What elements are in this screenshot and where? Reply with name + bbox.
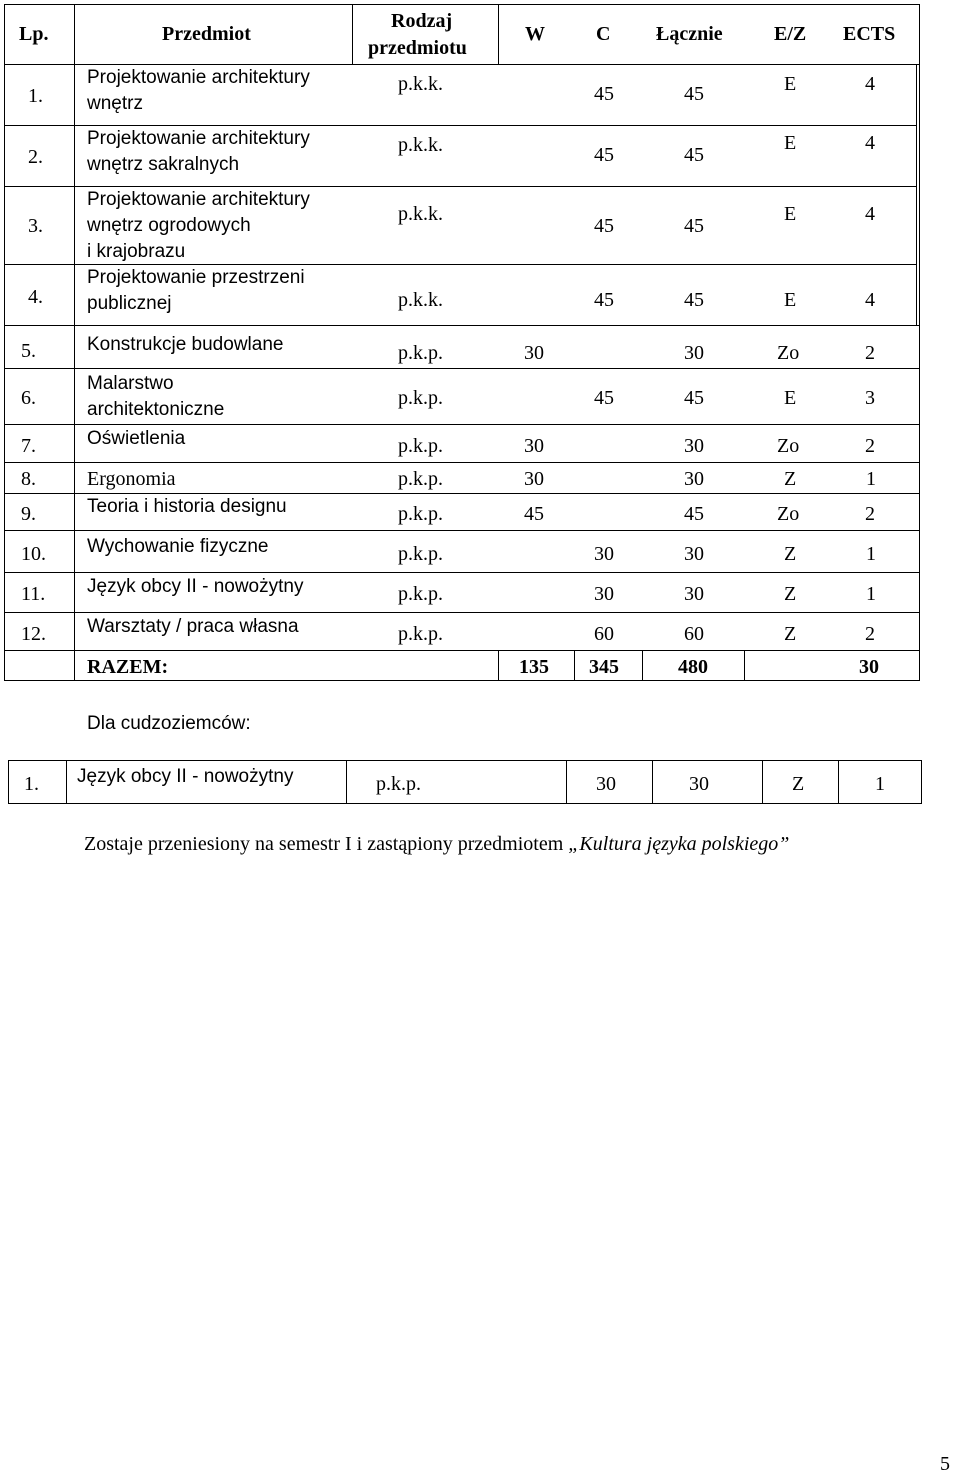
- total-ects: 30: [859, 656, 879, 678]
- foreign-lacznie: 30: [689, 773, 709, 795]
- row-lp: 2.: [28, 146, 43, 168]
- note-quoted-title: „Kultura języka polskiego”: [568, 833, 790, 855]
- row-rodzaj: p.k.k.: [398, 134, 443, 156]
- total-lacznie: 480: [678, 656, 708, 678]
- row-rodzaj: p.k.p.: [398, 623, 443, 645]
- row-ects: 4: [865, 132, 875, 154]
- row-ez: Z: [784, 583, 797, 605]
- row-lp: 3.: [28, 215, 43, 237]
- row-ez: Zo: [777, 503, 800, 525]
- row-w: 45: [524, 503, 544, 525]
- foreign-ez: Z: [792, 773, 805, 795]
- row-rodzaj: p.k.p.: [398, 435, 443, 457]
- row-rodzaj: p.k.p.: [398, 342, 443, 364]
- row-lp: 10.: [21, 543, 46, 565]
- row-name-line: Ergonomia: [87, 468, 176, 490]
- row-w: 30: [524, 342, 544, 364]
- row-lp: 1.: [28, 85, 43, 107]
- row-lacznie: 30: [684, 583, 704, 605]
- row-name-line: Wychowanie fizyczne: [87, 536, 269, 557]
- row-lp: 12.: [21, 623, 46, 645]
- row-ez: E: [784, 203, 797, 225]
- row-lp: 4.: [28, 286, 43, 308]
- row-ez: Zo: [777, 435, 800, 457]
- foreign-lp: 1.: [24, 773, 39, 795]
- row-lacznie: 30: [684, 435, 704, 457]
- page-number: 5: [940, 1453, 950, 1475]
- row-name-line: Język obcy II - nowożytny: [87, 576, 304, 597]
- total-label: RAZEM:: [87, 656, 169, 678]
- row-name-line: i krajobrazu: [87, 241, 186, 262]
- row-ez: E: [784, 387, 797, 409]
- row-lp: 11.: [21, 583, 46, 605]
- row-lp: 5.: [21, 340, 36, 362]
- header-ects: ECTS: [843, 23, 896, 45]
- row-lacznie: 30: [684, 468, 704, 490]
- row-rodzaj: p.k.p.: [398, 387, 443, 409]
- header-c: C: [596, 23, 611, 45]
- header-przedmiot: Przedmiot: [162, 23, 251, 45]
- row-name-line: Projektowanie architektury: [87, 128, 310, 149]
- row-name-line: Malarstwo: [87, 373, 174, 394]
- row-lp: 7.: [21, 435, 36, 457]
- header-lacznie: Łącznie: [656, 23, 723, 45]
- row-lacznie: 30: [684, 543, 704, 565]
- foreign-name: Język obcy II - nowożytny: [77, 766, 294, 787]
- row-ects: 1: [866, 468, 876, 490]
- total-w: 135: [519, 656, 549, 678]
- row-lacznie: 45: [684, 144, 704, 166]
- row-name-line: wnętrz ogrodowych: [87, 215, 251, 236]
- row-c: 45: [594, 83, 614, 105]
- row-lp: 6.: [21, 387, 36, 409]
- row-lp: 8.: [21, 468, 36, 490]
- row-rodzaj: p.k.p.: [398, 583, 443, 605]
- row-name-line: Warsztaty / praca własna: [87, 616, 299, 637]
- row-ects: 2: [865, 435, 875, 457]
- row-w: 30: [524, 435, 544, 457]
- row-ez: E: [784, 73, 797, 95]
- note: [84, 832, 789, 856]
- row-rodzaj: p.k.k.: [398, 73, 443, 95]
- row-ects: 2: [865, 342, 875, 364]
- row-name-line: Projektowanie architektury: [87, 67, 310, 88]
- row-c: 45: [594, 144, 614, 166]
- row-c: 45: [594, 215, 614, 237]
- row-lacznie: 30: [684, 342, 704, 364]
- row-lacznie: 45: [684, 215, 704, 237]
- row-ez: Zo: [777, 342, 800, 364]
- row-lacznie: 45: [684, 289, 704, 311]
- row-ects: 3: [865, 387, 875, 409]
- row-rodzaj: p.k.p.: [398, 468, 443, 490]
- row-name-line: Konstrukcje budowlane: [87, 334, 284, 355]
- row-name-line: wnętrz: [87, 93, 143, 114]
- row-ects: 4: [865, 289, 875, 311]
- header-w: W: [525, 23, 545, 45]
- row-name-line: publicznej: [87, 293, 172, 314]
- row-name-line: Oświetlenia: [87, 428, 186, 449]
- row-ects: 4: [865, 203, 875, 225]
- header-rodzaj-line1: Rodzaj: [391, 10, 453, 32]
- foreign-rodzaj: p.k.p.: [376, 773, 421, 795]
- row-ects: 2: [865, 503, 875, 525]
- row-ects: 2: [865, 623, 875, 645]
- row-lacznie: 45: [684, 83, 704, 105]
- total-c: 345: [589, 656, 619, 678]
- header-rodzaj-line2: przedmiotu: [368, 37, 467, 59]
- row-ects: 1: [866, 543, 876, 565]
- row-name-line: wnętrz sakralnych: [87, 154, 240, 175]
- foreign-heading: Dla cudzoziemców:: [87, 713, 251, 734]
- foreign-w: 30: [596, 773, 616, 795]
- row-name-line: Projektowanie architektury: [87, 189, 310, 210]
- foreign-ects: 1: [875, 773, 885, 795]
- row-lacznie: 45: [684, 503, 704, 525]
- row-name-line: Projektowanie przestrzeni: [87, 267, 305, 288]
- row-c: 60: [594, 623, 614, 645]
- header-ez: E/Z: [774, 23, 807, 45]
- row-rodzaj: p.k.k.: [398, 203, 443, 225]
- row-c: 30: [594, 583, 614, 605]
- row-ects: 4: [865, 73, 875, 95]
- row-ects: 1: [866, 583, 876, 605]
- row-ez: Z: [784, 468, 797, 490]
- row-lacznie: 45: [684, 387, 704, 409]
- row-c: 45: [594, 387, 614, 409]
- row-rodzaj: p.k.p.: [398, 503, 443, 525]
- row-ez: E: [784, 289, 797, 311]
- header-lp: Lp.: [19, 23, 49, 45]
- row-lacznie: 60: [684, 623, 704, 645]
- row-name-line: architektoniczne: [87, 399, 225, 420]
- row-rodzaj: p.k.p.: [398, 543, 443, 565]
- row-w: 30: [524, 468, 544, 490]
- note-text: Zostaje przeniesiony na semestr I i zastąpiony przedmiotem: [84, 833, 569, 855]
- row-ez: Z: [784, 623, 797, 645]
- row-lp: 9.: [21, 503, 36, 525]
- row-c: 45: [594, 289, 614, 311]
- row-ez: E: [784, 132, 797, 154]
- row-ez: Z: [784, 543, 797, 565]
- row-rodzaj: p.k.k.: [398, 289, 443, 311]
- row-name-line: Teoria i historia designu: [87, 496, 287, 517]
- row-c: 30: [594, 543, 614, 565]
